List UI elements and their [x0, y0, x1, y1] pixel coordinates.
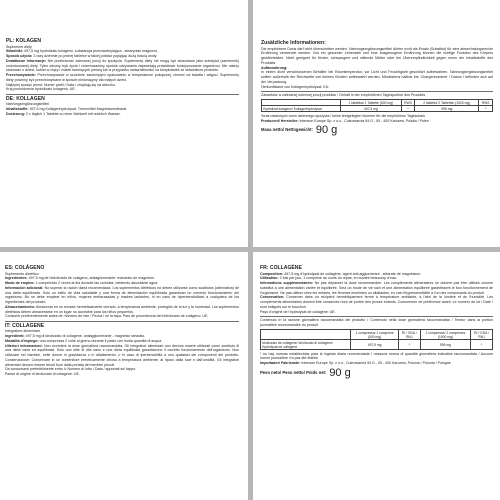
label-fr-right — [253, 252, 500, 500]
table-cell: 995 mg — [415, 106, 479, 112]
table-header-row — [261, 330, 493, 340]
it-heading: IT: COLLAGENE — [5, 322, 45, 329]
table-cell: * — [401, 106, 415, 112]
pl-paragraphs — [6, 45, 239, 93]
table-cell: 995 mg — [420, 340, 470, 350]
content-line: Contenuto in la razione giornaliera raccomandata del prodotto / Contenuto nella dose giornaliera raccomandata / Teneur dans la portion journalière recommandée du produit — [260, 318, 493, 327]
de-more-paragraph: Aufbewahrung: — [261, 65, 288, 70]
table-row — [262, 106, 493, 112]
net-weight: Peso neto/ Peso netto/ Poids net: 90 g — [260, 366, 351, 379]
net-weight-value: 90 g — [329, 366, 351, 379]
label-pl-de-left — [0, 0, 248, 247]
de-more-paragraph: In einem dicht verschlossenen Behälter bei Raumtemperatur, vor Licht und Feuchtigkeit geschützt aufbewahren. Nahrungsergänzungsmittel sollten außerhalb der Reichweite von kleinen Kindern aufbewahrt werden. Mindestens haltbar bis: Chargennummer / Datum / befinden sich auf der Verpackung. — [261, 70, 493, 84]
es-paragraph: Suplemento dietético — [5, 271, 39, 276]
table-header-cell: RI / GDA / RNJ — [471, 330, 493, 340]
table-cell: Idrolizzato de collagene/ Idrolizzato di collagene/ Hydrolysat de collagène — [261, 340, 351, 350]
nutrition-table — [261, 99, 493, 112]
de-more-column — [261, 40, 493, 136]
nutrition-table — [260, 329, 493, 350]
fr-column — [260, 265, 493, 379]
table-cell: 497,5 mg — [340, 106, 401, 112]
table-cell: * — [471, 340, 493, 350]
pl-heading: PL: KOLAGEN — [6, 38, 42, 44]
de-paragraph: Nahrungsergänzungsmittel — [6, 102, 49, 107]
es-paragraph: Consumir preferentemente antes de: Número de lote / Fecha / en la tapa. País de procedencia del hidrolizado de colágeno: UE. — [5, 314, 209, 319]
net-weight-value: 90 g — [315, 124, 338, 137]
table-header-cell: 2 compresse/ 2 comprimés (1000 mg) — [420, 330, 470, 340]
fr-paragraph: Informations supplémentaires: Ne pas dépasser la dose recommandée. Les compléments alimentaires ne doivent pas être utilisés comme substitut à une alimentation variée et équilibrée. Seul un mode de vie sain et une alimentation équilibrée garantissent le bon fonctionnement de l'organisme. Ne pas utiliser chez les enfants, les femmes enceintes ou allaitantes, en cas d'hypersensibilité à l'un des composants du produit. — [260, 281, 493, 295]
pl-paragraph: Najlepiej spożyć przed: Numer partii / Data / znajdują się na wieczku. — [6, 82, 116, 87]
table-header-cell — [261, 330, 351, 340]
de-paragraphs — [6, 102, 239, 116]
de-paragraph: Dosierung: 2 x täglich 1 Tablette zu einer Mahlzeit mit reichlich Wasser. — [6, 111, 121, 116]
es-paragraph: Ingredientes: 497,5 mg de hidrolizado de colágeno, antiaglomerante: estearato de magnesio. — [5, 276, 155, 281]
table-cell: Hydrolizat kolagenu/ Kollagenhydrolysat — [262, 106, 341, 112]
table-header-cell: RI / GDA / RNJ — [398, 330, 420, 340]
it-paragraph: Modalità d'impiego: una compressa 2 volte al giorno durante il pasto con molta quantità di acqua. — [5, 338, 163, 343]
de-paragraph: Inhaltsstoffe: 497,5 mg Kollagenhydrolysat, Trennmittel Magnesiumstearat. — [6, 107, 128, 112]
table-cell: * — [479, 106, 493, 112]
es-heading: ES: COLÁGENO — [5, 265, 45, 271]
table-row — [261, 340, 493, 350]
table-header-cell: RWS — [401, 100, 415, 106]
pl-de-column — [6, 38, 239, 117]
pl-paragraph: Sposób użycia: 2 razy dziennie po jednej tabletce w takiej postaci popijając dużą ilością wody. — [6, 54, 158, 58]
it-paragraph: Paese di origine di idrolizzato di collagene: UE. — [5, 372, 80, 377]
pl-paragraph: Składniki: 497,5 mg hydrolizatu kolagenu, substancja przeciwzbrylająca - stearynian magnezu. — [6, 49, 159, 54]
label-es-it-left — [0, 252, 248, 500]
net-weight: Masa netto/ Nettogewicht: 90 g — [261, 124, 338, 137]
it-paragraph: Integratore alimentare — [5, 329, 41, 334]
footnote: * no hay normas establecidas para la ingesta diaria recomendada / nessuna norma di quantità giornaliera indicativa raccomandata / Aucune norme journalière n'a pas été établie — [260, 351, 493, 361]
section-rule — [261, 91, 493, 92]
fr-paragraph: Pays d'origine de l'hydrolysat de collagène: UE. — [260, 309, 336, 314]
label-pl-de-right — [253, 0, 500, 247]
de-more-heading: Zusätzliche Informationen: — [261, 40, 326, 46]
fr-paragraph: Conservation: Conserver dans un récipient hermétiquement fermé à température ambiante, à l'abri de la lumière et de l'humidité. Les compléments alimentaires doivent être conservés hors de portée des jeunes enfants. Consommer de préférence avant: Le numéro de lot / Date / sont indiqués sur le bouchon. — [260, 295, 493, 309]
pl-paragraph: Dodatkowe informacje: Nie przekraczać zalecanej porcji do spożycia. Suplementy diety nie mogą być stosowane jako substytut (zamiennik) zróżnicowanej diety. Tylko zdrowy tryb życia i zrównoważony sposób odżywiania zapewniają prawidłowe funkcjonowanie organizmu. Nie należy stosować u dzieci, kobiet w ciąży i matek karmiących piersią lub w przypadku nadwrażliwości na którykolwiek ze składników produktu. — [6, 58, 240, 73]
de-more-paragraph: Herkunftsland von Kollagenhydrolysat: EU. — [261, 84, 330, 89]
es-paragraph: Modo de empleo: 1 comprimido 2 veces al día durante las comidas, bebiendo abundante agua. — [5, 281, 159, 285]
pl-paragraph: Suplement diety — [6, 44, 32, 49]
section-rule — [260, 316, 493, 317]
table-header-cell: 1 compressa/ 1 comprimé (500 mg) — [351, 330, 399, 340]
producer-line: Importador/ Fabricante: Intenson Europe Sp. z o.o., Cukrowarnia 94 G., 05 - 400 Karczew, Polonia / Polonia / Pologne — [260, 361, 451, 366]
de-heading: DE: KOLLAGEN — [6, 95, 45, 102]
it-paragraph: Da consumarsi preferibilmente entro il: Numero di lotto / Data / apportati sul tappo. — [5, 367, 137, 372]
table-cell: 497,5 mg — [351, 340, 399, 350]
fr-paragraph: Utilisation: 2 fois par jour, 1 comprimé au cours du repas, en buvant beaucoup d'eau. — [260, 276, 397, 281]
table-header-cell: 1 tabletka/ 1 Tablette (500 mg) — [340, 100, 401, 106]
it-paragraph: Ingredienti: 497,5 mg di idrolizzato di collagene, antiagglomerante - magnesio stearato. — [5, 334, 146, 339]
de-more-paragraph: Die empfohlene Dosis darf nicht überschritten werden. Nahrungsergänzungsmittel dürfen nicht als Ersatz (Substitut) für eine abwechslungsreiche Ernährung verwendet werden. Nur ein gesunder Lebensstil und eine ausgewogene Ernährung können die richtige Funktion des Körpers gewährleisten. Nicht geeignet für Kinder, schwangere und stillende Mütter oder bei Überempfindlichkeit gegen einen der Inhaltsstoffe des Produkts. — [261, 46, 493, 65]
table-cell: * — [398, 340, 420, 350]
section-rule — [5, 321, 239, 322]
de-more-paragraph: Zawartość w zalecanej dziennej porcji produktu / Gehalt in der empfohlenen Tagesportion des Produkts — [261, 93, 426, 98]
producer-line: Producent/ Hersteller: Intenson Europe Sp. z o.o., Cukrowarnia 94 G., 05 - 400 Karczew, Polska / Polen — [261, 118, 429, 123]
it-paragraph: Ulteriori informazioni: Non eccedere la dose giornaliera raccomandata. Gli integratori alimentari non devono essere utilizzati come sostituto di una dieta varia ed equilibrata. Solo uno stile di vita sano e una dieta equilibrata garantiscono il corretto funzionamento dell'organismo. Non utilizzare nei bambini, nelle donne in gravidanza o in allattamento, o in caso di ipersensibilità a uno qualsiasi dei componenti del prodotto. Conservazione: Conservare in un contenitore ermeticamente chiuso a temperatura ambiente, al riparo dalla luce e dall'umidità. Gli integratori alimentari devono essere tenuti fuori dalla portata dei bambini piccoli. — [5, 343, 240, 367]
es-paragraph: Almacenamiento: Almacenar en un envase herméticamente cerrado, a temperatura ambiente, protegido de la luz y la humedad. Los suplementos dietéticos deben almacenarse en un lugar no accesible para los niños pequeños. — [5, 304, 239, 314]
pl-paragraph: Kraj pochodzenia hydrolizatu kolagenu: UE. — [6, 87, 76, 92]
fr-heading: FR: COLLAGÈNE — [260, 265, 302, 271]
footnote: *brak ustalonych norm dziennego spożycia / keine festgelegten Normen für die empfohlene Tagesdosis — [261, 113, 425, 118]
section-rule — [6, 94, 239, 95]
es-paragraph: Información adicional: No superar la ración diaria recomendada. Los suplementos dietéticos no deben utilizarse como sustitutos (alternativa) de una dieta equilibrada. Solo un estilo de vida saludable y una forma de alimentación equilibrada garantizan un correcto funcionamiento del organismo. No se debe emplear en niños, mujeres embarazadas y madres lactantes, ni en caso de hipersensibilidad a cualquiera de los ingredientes del producto. — [5, 285, 239, 304]
table-header-cell: RWS — [479, 100, 493, 106]
pl-paragraph: Przechowywanie: Przechowywanie w szczelnie zamkniętym opakowaniu w temperaturze pokojowej, chronić od światła i wilgoci. Suplementy diety powinny być przechowywane w sposób niedostępny dla małych dzieci. — [6, 73, 239, 82]
es-it-column — [5, 265, 239, 377]
table-header-cell: 2 tabletki/ 2 Tabletten (1000 mg) — [415, 100, 479, 106]
fr-paragraph: Composition: 497,5 mg d'hydrolysat de collagène, agent anti-agglomérant - stéarate de magnésium. — [260, 271, 422, 276]
